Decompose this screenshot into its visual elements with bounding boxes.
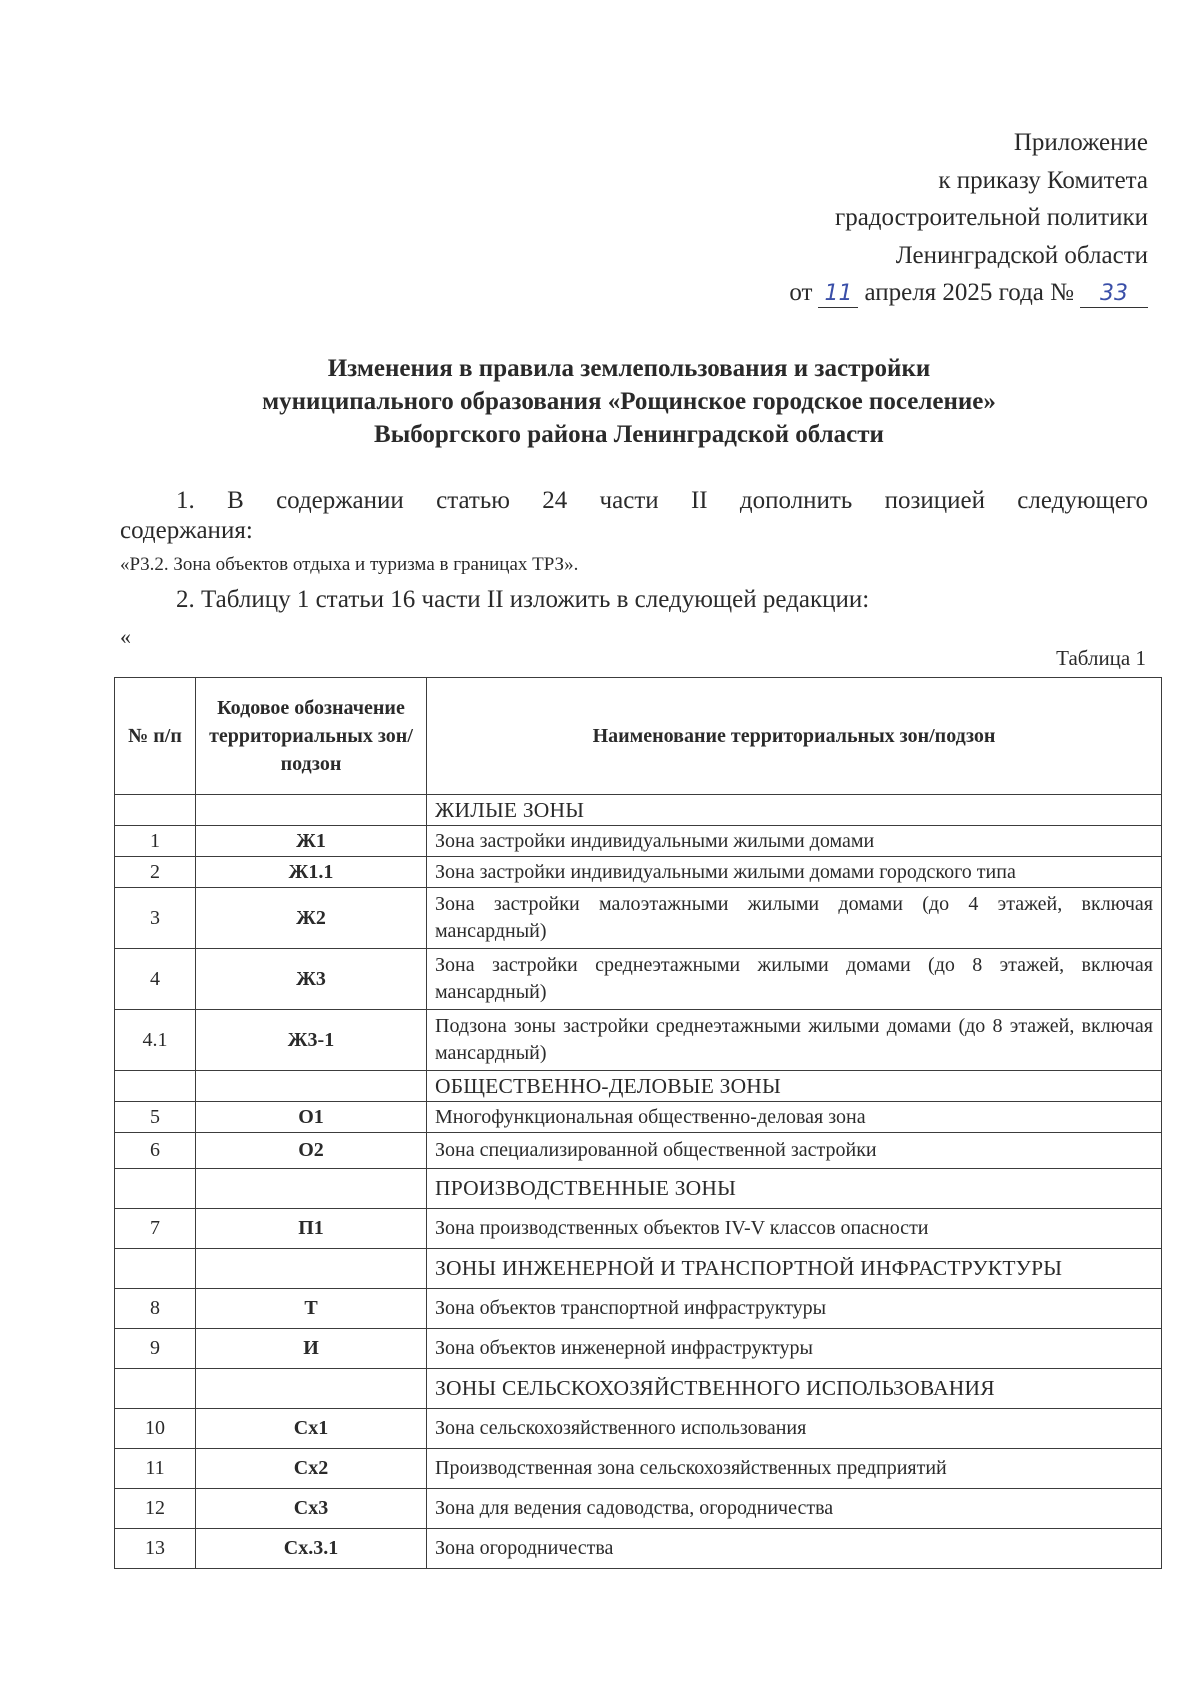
opening-quote: « [120, 624, 131, 649]
zones-table [114, 677, 1162, 1569]
cell-name: Зона застройки индивидуальными жилыми домами городского типа [427, 857, 1162, 888]
table-row-group [115, 1071, 1162, 1102]
appendix-line: Приложение [1013, 129, 1148, 156]
cell-num: 13 [115, 1529, 196, 1569]
table-row [115, 1409, 1162, 1449]
table-row [115, 888, 1162, 949]
cell-num: 6 [115, 1133, 196, 1169]
cell-num: 7 [115, 1209, 196, 1249]
table-row [115, 1133, 1162, 1169]
paragraph-1 [120, 486, 1148, 516]
table-row [115, 1329, 1162, 1369]
header-name: Наименование территориальных зон/подзон [427, 678, 1162, 795]
paragraph-2: 2. Таблицу 1 статьи 16 части II изложить в следующей редакции: [176, 586, 870, 613]
cell-code: О2 [196, 1133, 427, 1169]
table-caption: Таблица 1 [1056, 646, 1146, 670]
table-row [115, 857, 1162, 888]
cell-name: ЗОНЫ ИНЖЕНЕРНОЙ И ТРАНСПОРТНОЙ ИНФРАСТРУКТУРЫ [427, 1249, 1162, 1289]
cell-code: Ж2 [196, 888, 427, 949]
cell-num [115, 795, 196, 826]
cell-name: ЖИЛЫЕ ЗОНЫ [427, 795, 1162, 826]
paragraph-1-text: 1. В содержании статью 24 части II дополнить позицией следующего [176, 487, 1148, 514]
handwritten-order-number: 33 [1080, 281, 1148, 308]
cell-code: И [196, 1329, 427, 1369]
cell-name: Зона застройки среднеэтажными жилыми домами (до 8 этажей, включая мансардный) [427, 949, 1162, 1010]
date-middle: апреля 2025 года № [864, 279, 1074, 306]
cell-code: О1 [196, 1102, 427, 1133]
date-prefix: от [789, 279, 813, 306]
cell-num: 9 [115, 1329, 196, 1369]
table-row-group [115, 1169, 1162, 1209]
cell-num: 5 [115, 1102, 196, 1133]
table-header-row [115, 678, 1162, 795]
cell-code: Т [196, 1289, 427, 1329]
cell-num: 8 [115, 1289, 196, 1329]
cell-code [196, 1169, 427, 1209]
title-line: Изменения в правила землепользования и застройки [327, 355, 931, 382]
cell-num: 4 [115, 949, 196, 1010]
cell-code: П1 [196, 1209, 427, 1249]
order-date-line [588, 274, 1148, 312]
cell-num: 3 [115, 888, 196, 949]
table-row [115, 949, 1162, 1010]
appendix-line: Ленинградской области [895, 241, 1148, 269]
cell-code: Сх3 [196, 1489, 427, 1529]
cell-num [115, 1369, 196, 1409]
appendix-header [588, 124, 1148, 312]
table-row [115, 1529, 1162, 1569]
cell-name: ОБЩЕСТВЕННО-ДЕЛОВЫЕ ЗОНЫ [427, 1071, 1162, 1102]
cell-num [115, 1169, 196, 1209]
cell-code: Сх2 [196, 1449, 427, 1489]
cell-name: Подзона зоны застройки среднеэтажными жилыми домами (до 8 этажей, включая мансардный) [427, 1010, 1162, 1071]
cell-code [196, 795, 427, 826]
cell-code: Ж1.1 [196, 857, 427, 888]
table-row [115, 826, 1162, 857]
table-row-group [115, 795, 1162, 826]
appendix-line: к приказу Комитета [938, 166, 1148, 194]
header-number: № п/п [115, 678, 196, 795]
cell-num [115, 1249, 196, 1289]
handwritten-day: 11 [818, 281, 858, 308]
cell-code: Ж3 [196, 949, 427, 1010]
title-line: муниципального образования «Рощинское городское поселение» [262, 388, 996, 415]
cell-name: Зона сельскохозяйственного использования [427, 1409, 1162, 1449]
cell-code: Ж1 [196, 826, 427, 857]
header-code: Кодовое обозначение территориальных зон/подзон [196, 678, 427, 795]
cell-name: Зона огородничества [427, 1529, 1162, 1569]
cell-code: Сх.3.1 [196, 1529, 427, 1569]
cell-code [196, 1249, 427, 1289]
cell-name: Производственная зона сельскохозяйственных предприятий [427, 1449, 1162, 1489]
table-row [115, 1449, 1162, 1489]
paragraph-1-end: содержания: [120, 517, 253, 544]
cell-num: 12 [115, 1489, 196, 1529]
table-row [115, 1289, 1162, 1329]
cell-name: Зона объектов транспортной инфраструктуры [427, 1289, 1162, 1329]
appendix-line: градостроительной политики [834, 204, 1148, 231]
cell-name: ПРОИЗВОДСТВЕННЫЕ ЗОНЫ [427, 1169, 1162, 1209]
cell-name: Зона специализированной общественной застройки [427, 1133, 1162, 1169]
table-row [115, 1209, 1162, 1249]
title-line: Выборгского района Ленинградской области [374, 421, 884, 448]
cell-code: Сх1 [196, 1409, 427, 1449]
cell-num: 4.1 [115, 1010, 196, 1071]
inserted-item: «Р3.2. Зона объектов отдыха и туризма в границах ТРЗ». [120, 554, 579, 575]
table-row [115, 1010, 1162, 1071]
cell-name: Зона застройки индивидуальными жилыми домами [427, 826, 1162, 857]
cell-num: 11 [115, 1449, 196, 1489]
cell-code [196, 1369, 427, 1409]
cell-num: 10 [115, 1409, 196, 1449]
cell-name: Многофункциональная общественно-деловая зона [427, 1102, 1162, 1133]
cell-code [196, 1071, 427, 1102]
cell-name: ЗОНЫ СЕЛЬСКОХОЗЯЙСТВЕННОГО ИСПОЛЬЗОВАНИЯ [427, 1369, 1162, 1409]
cell-code: Ж3-1 [196, 1010, 427, 1071]
cell-name: Зона для ведения садоводства, огородничества [427, 1489, 1162, 1529]
cell-name: Зона производственных объектов IV-V классов опасности [427, 1209, 1162, 1249]
table-row [115, 1489, 1162, 1529]
cell-num [115, 1071, 196, 1102]
document-title [110, 352, 1148, 451]
table-row-group [115, 1369, 1162, 1409]
cell-num: 2 [115, 857, 196, 888]
cell-num: 1 [115, 826, 196, 857]
cell-name: Зона объектов инженерной инфраструктуры [427, 1329, 1162, 1369]
cell-name: Зона застройки малоэтажными жилыми домами (до 4 этажей, включая мансардный) [427, 888, 1162, 949]
table-row-group [115, 1249, 1162, 1289]
table-row [115, 1102, 1162, 1133]
